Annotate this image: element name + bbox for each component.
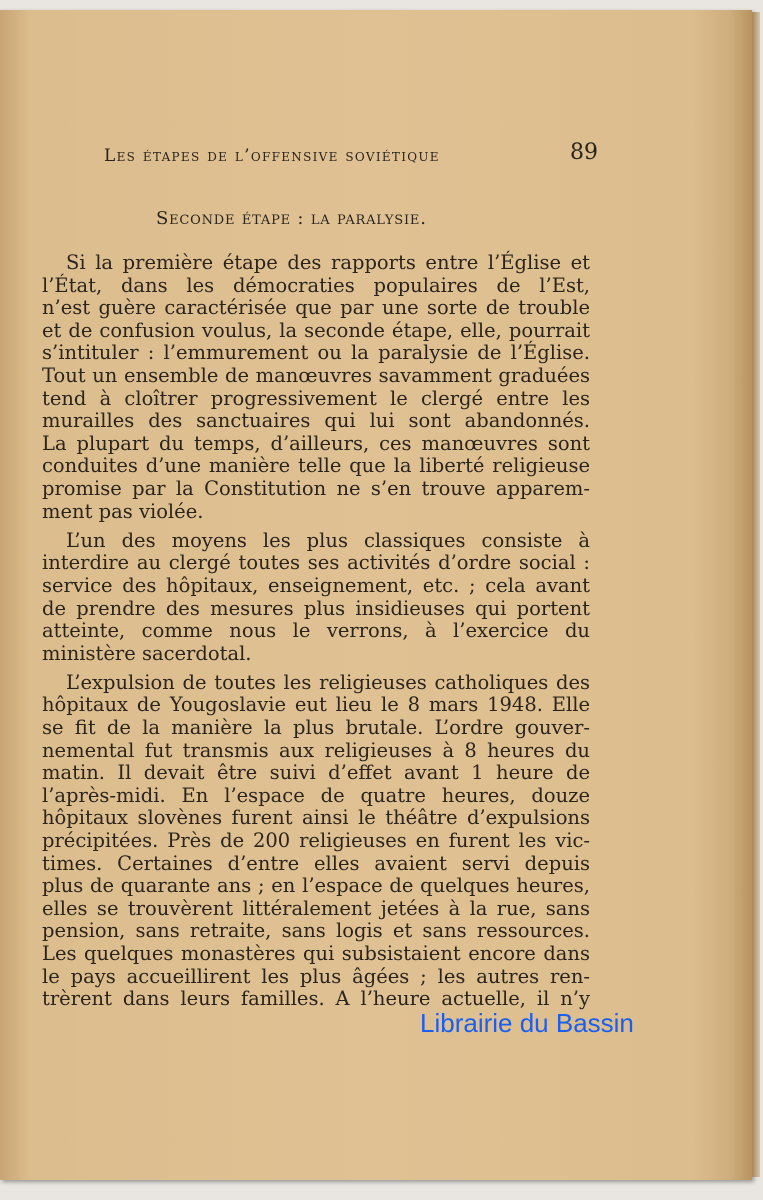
text-line: Les quelques monastères qui subsistaient encore dans xyxy=(42,942,590,965)
text-line: conduites d’une manière telle que la liberté religieuse xyxy=(42,454,590,478)
text-line: ministère sacerdotal. xyxy=(42,641,252,665)
text-line: n’est guère caractérisée que par une sorte de trouble xyxy=(42,296,590,320)
text-line: hôpitaux de Yougoslavie eut lieu le 8 mars 1948. Elle xyxy=(42,693,590,717)
running-title: Les étapes de l’offensive soviétique xyxy=(104,146,440,166)
page-edge xyxy=(752,12,760,1177)
text-line: L’un des moyens les plus classiques consiste à xyxy=(66,528,590,552)
paragraph xyxy=(42,530,590,666)
text-line: hôpitaux slovènes furent ainsi le théâtre d’expulsions xyxy=(42,806,590,830)
page-number: 89 xyxy=(570,140,598,165)
text-line: tend à cloîtrer progressivement le clergé entre les xyxy=(42,386,590,410)
watermark: Librairie du Bassin xyxy=(420,1008,634,1038)
text-line: précipitées. Près de 200 religieuses en furent les vic- xyxy=(42,829,590,853)
text-line: pension, sans retraite, sans logis et sans ressources. xyxy=(42,919,590,943)
text-line: L’expulsion de toutes les religieuses catholiques des xyxy=(66,670,590,694)
text-line: matin. Il devait être suivi d’effet avant 1 heure de xyxy=(42,761,590,785)
running-header xyxy=(104,140,598,170)
body-text xyxy=(42,252,590,1017)
text-line: nemental fut transmis aux religieuses à 8 heures du xyxy=(42,738,590,762)
text-line: La plupart du temps, d’ailleurs, ces manœuvres sont xyxy=(42,431,590,455)
section-title: Seconde étape : la paralysie. xyxy=(156,208,427,229)
text-line: murailles des sanctuaires qui lui sont abandonnés. xyxy=(42,409,590,433)
text-line: Tout un ensemble de manœuvres savamment graduées xyxy=(42,363,590,387)
text-line: service des hôpitaux, enseignement, etc. ; cela avant xyxy=(42,573,590,597)
text-line: interdire au clergé toutes ses activités d’ordre social : xyxy=(42,551,590,575)
text-line: l’État, dans les démocraties populaires de l’Est, xyxy=(42,273,590,297)
text-line: Si la première étape des rapports entre l’Église et xyxy=(66,251,590,274)
text-line: l’après-midi. En l’espace de quatre heures, douze xyxy=(42,783,590,807)
text-line: s’intituler : l’emmurement ou la paralysie de l’Église. xyxy=(42,341,590,365)
text-line: atteinte, comme nous le verrons, à l’exercice du xyxy=(42,619,590,643)
text-line: se fit de la manière la plus brutale. L’ordre gouver- xyxy=(42,716,590,740)
text-line: plus de quarante ans ; en l’espace de quelques heures, xyxy=(42,874,590,898)
text-line: de prendre des mesures plus insidieuses qui portent xyxy=(42,596,590,620)
text-line: elles se trouvèrent littéralement jetées à la rue, sans xyxy=(42,896,590,920)
text-line: promise par la Constitution ne s’en trouve apparem- xyxy=(42,476,590,500)
paragraph xyxy=(42,252,590,523)
text-line: et de confusion voulus, la seconde étape, elle, pourrait xyxy=(42,318,590,342)
text-line: le pays accueillirent les plus âgées ; les autres ren- xyxy=(42,964,590,988)
paragraph xyxy=(42,672,590,1011)
text-line: times. Certaines d’entre elles avaient servi depuis xyxy=(42,851,590,875)
text-line: ment pas violée. xyxy=(42,499,204,523)
text-line: trèrent dans leurs familles. A l’heure actuelle, il n’y xyxy=(42,987,590,1011)
